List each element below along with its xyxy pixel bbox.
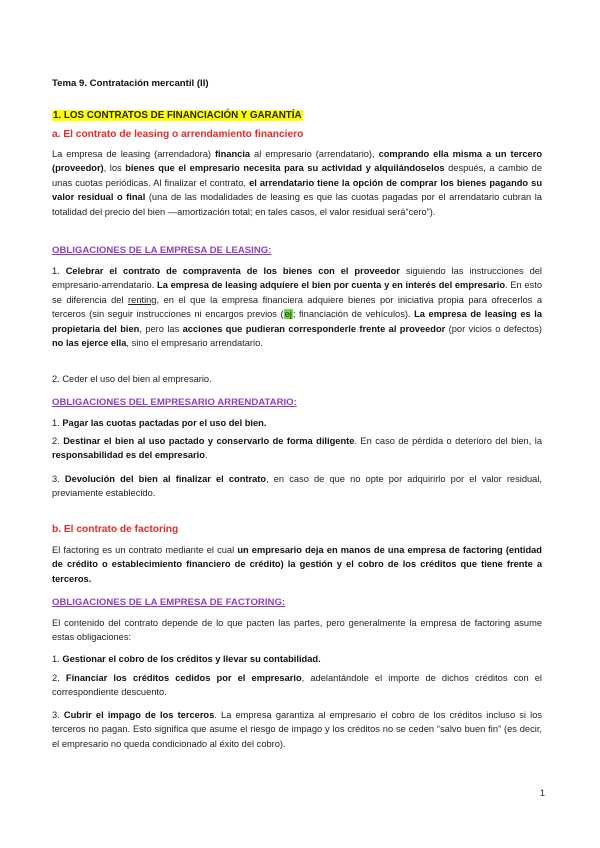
lessee-obligation-1: 1. Pagar las cuotas pactadas por el uso del bien. [52, 418, 267, 428]
section-heading-text: 1. LOS CONTRATOS DE FINANCIACIÓN Y GARANTÍA [53, 110, 302, 121]
factoring-obligation-3: 3. Cubrir el impago de los terceros. La empresa garantiza al empresario el cobro de los créditos incluso si los terceros no pagan. Esto significa que asume el riesgo de impago y los créditos no se ceden “salvo buen fin” (es decir, el empresario no queda condicionado al éxito del cobro). [52, 710, 543, 749]
factoring-company-obligations-heading: OBLIGACIONES DE LA EMPRESA DE FACTORING: [52, 597, 286, 608]
lessee-obligations-heading: OBLIGACIONES DEL EMPRESARIO ARRENDATARIO: [52, 397, 297, 408]
section-heading [52, 110, 303, 121]
leasing-intro: La empresa de leasing (arrendadora) financia al empresario (arrendatario), comprando ella misma a un tercero (proveedor), los bienes que el empresario necesita para su actividad y alquilándoselos después, a cambio de unas cuotas periódicas. Al finalizar el contrato, el arrendatario tiene la opción de comprar los bienes pagando su valor residual o final (una de las modalidades de leasing es que las cuotas pagadas por el arrendatario cubran la totalidad del precio del bien —amortización total; en tales casos, el valor residual será“cero”). [52, 149, 543, 217]
factoring-obligation-2: 2. Financiar los créditos cedidos por el empresario, adelantándole el importe de dichos créditos con el correspondiente descuento. [52, 673, 542, 698]
leasing-company-obligations-heading: OBLIGACIONES DE LA EMPRESA DE LEASING: [52, 245, 272, 256]
document-title: Tema 9. Contratación mercantil (II) [52, 78, 209, 89]
leasing-company-obligation-2: 2. Ceder el uso del bien al empresario. [52, 374, 212, 384]
leasing-company-obligation-1: 1. Celebrar el contrato de compraventa de los bienes con el proveedor siguiendo las instrucciones del empresario-arrendatario. La empresa de leasing adquiere el bien por cuenta y en interés del empresario. En esto se diferencia del renting, en el que la empresa financiera adquiere bienes por iniciativa propia para ofrecerlos a terceros (sin seguir instrucciones ni encargos previos (ej; financiación de vehículos). La empresa de leasing es la propietaria del bien, pero las acciones que pudieran corresponderle frente al proveedor (por vicios o defectos) no las ejerce ella, sino el empresario arrendatario. [52, 266, 543, 349]
page-number: 1 [539, 788, 545, 798]
factoring-intro: El factoring es un contrato mediante el cual un empresario deja en manos de una empresa de factoring (entidad de crédito o establecimiento financiero de crédito) la gestión y el cobro de los créditos que tiene frente a terceros. [52, 545, 542, 584]
lessee-obligation-2: 2. Destinar el bien al uso pactado y conservarlo de forma diligente. En caso de pérdida o deterioro del bien, la responsabilidad es del empresario. [52, 436, 542, 461]
factoring-heading: b. El contrato de factoring [52, 524, 179, 535]
leasing-heading: a. El contrato de leasing o arrendamiento financiero [52, 129, 304, 140]
lessee-obligation-3: 3. Devolución del bien al finalizar el contrato, en caso de que no opte por adquirirlo por el valor residual, previamente establecido. [52, 474, 542, 499]
factoring-obligation-1: 1. Gestionar el cobro de los créditos y llevar su contabilidad. [52, 654, 321, 664]
factoring-obligations-intro: El contenido del contrato depende de lo que pacten las partes, pero generalmente la empresa de factoring asume estas obligaciones: [52, 618, 542, 643]
